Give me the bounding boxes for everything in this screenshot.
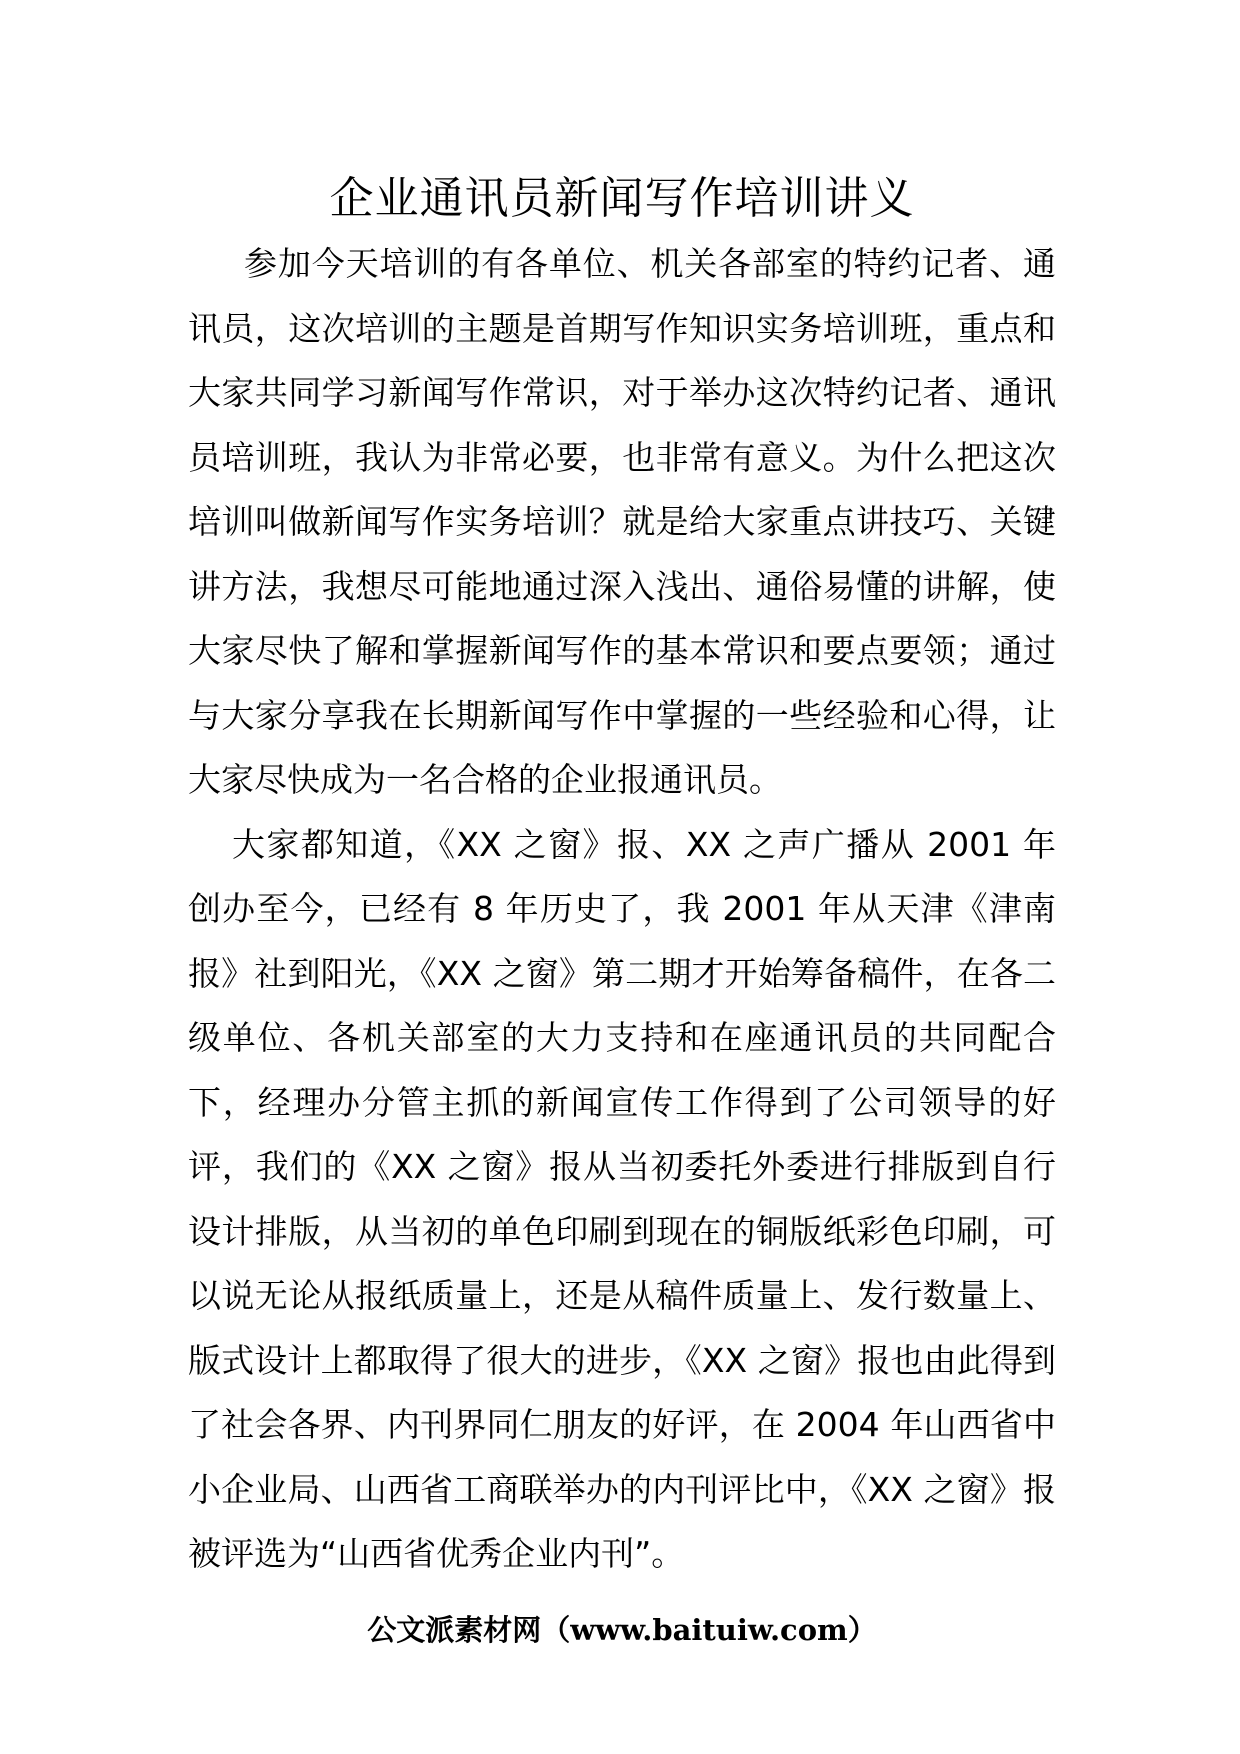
document-body (188, 232, 1056, 1587)
paragraph-2: 大家都知道，《XX 之窗》报、XX 之声广播从 2001 年创办至今，已经有 8 年历史了，我 2001 年从天津《津南报》社到阳光，《XX 之窗》第二期才开始筹备稿件，在各二级单位、各机关部室的大力支持和在座通讯员的共同配合下，经理办分管主抓的新闻宣传工作得到了公司领导的好评，我们的《XX 之窗》报从当初委托外委进行排版到自行设计排版，从当初的单色印刷到现在的铜版纸彩色印刷，可以说无论从报纸质量上，还是从稿件质量上、发行数量上、版式设计上都取得了很大的进步，《XX 之窗》报也由此得到了社会各界、内刊界同仁朋友的好评，在 2004 年山西省中小企业局、山西省工商联举办的内刊评比中，《XX 之窗》报被评选为“山西省优秀企业内刊”。 (188, 824, 1056, 1573)
document-title: 企业通讯员新闻写作培训讲义 (329, 173, 915, 224)
paragraph-1: 参加今天培训的有各单位、机关各部室的特约记者、通讯员，这次培训的主题是首期写作知识实务培训班，重点和大家共同学习新闻写作常识，对于举办这次特约记者、通讯员培训班，我认为非常必要，也非常有意义。为什么把这次培训叫做新闻写作实务培训？就是给大家重点讲技巧、关键讲方法，我想尽可能地通过深入浅出、通俗易懂的讲解，使大家尽快了解和掌握新闻写作的基本常识和要点要领；通过与大家分享我在长期新闻写作中掌握的一些经验和心得，让大家尽快成为一名合格的企业报通讯员。 (188, 244, 1056, 799)
source-footer: 公文派素材网（www.baituiw.com） (367, 1613, 877, 1647)
